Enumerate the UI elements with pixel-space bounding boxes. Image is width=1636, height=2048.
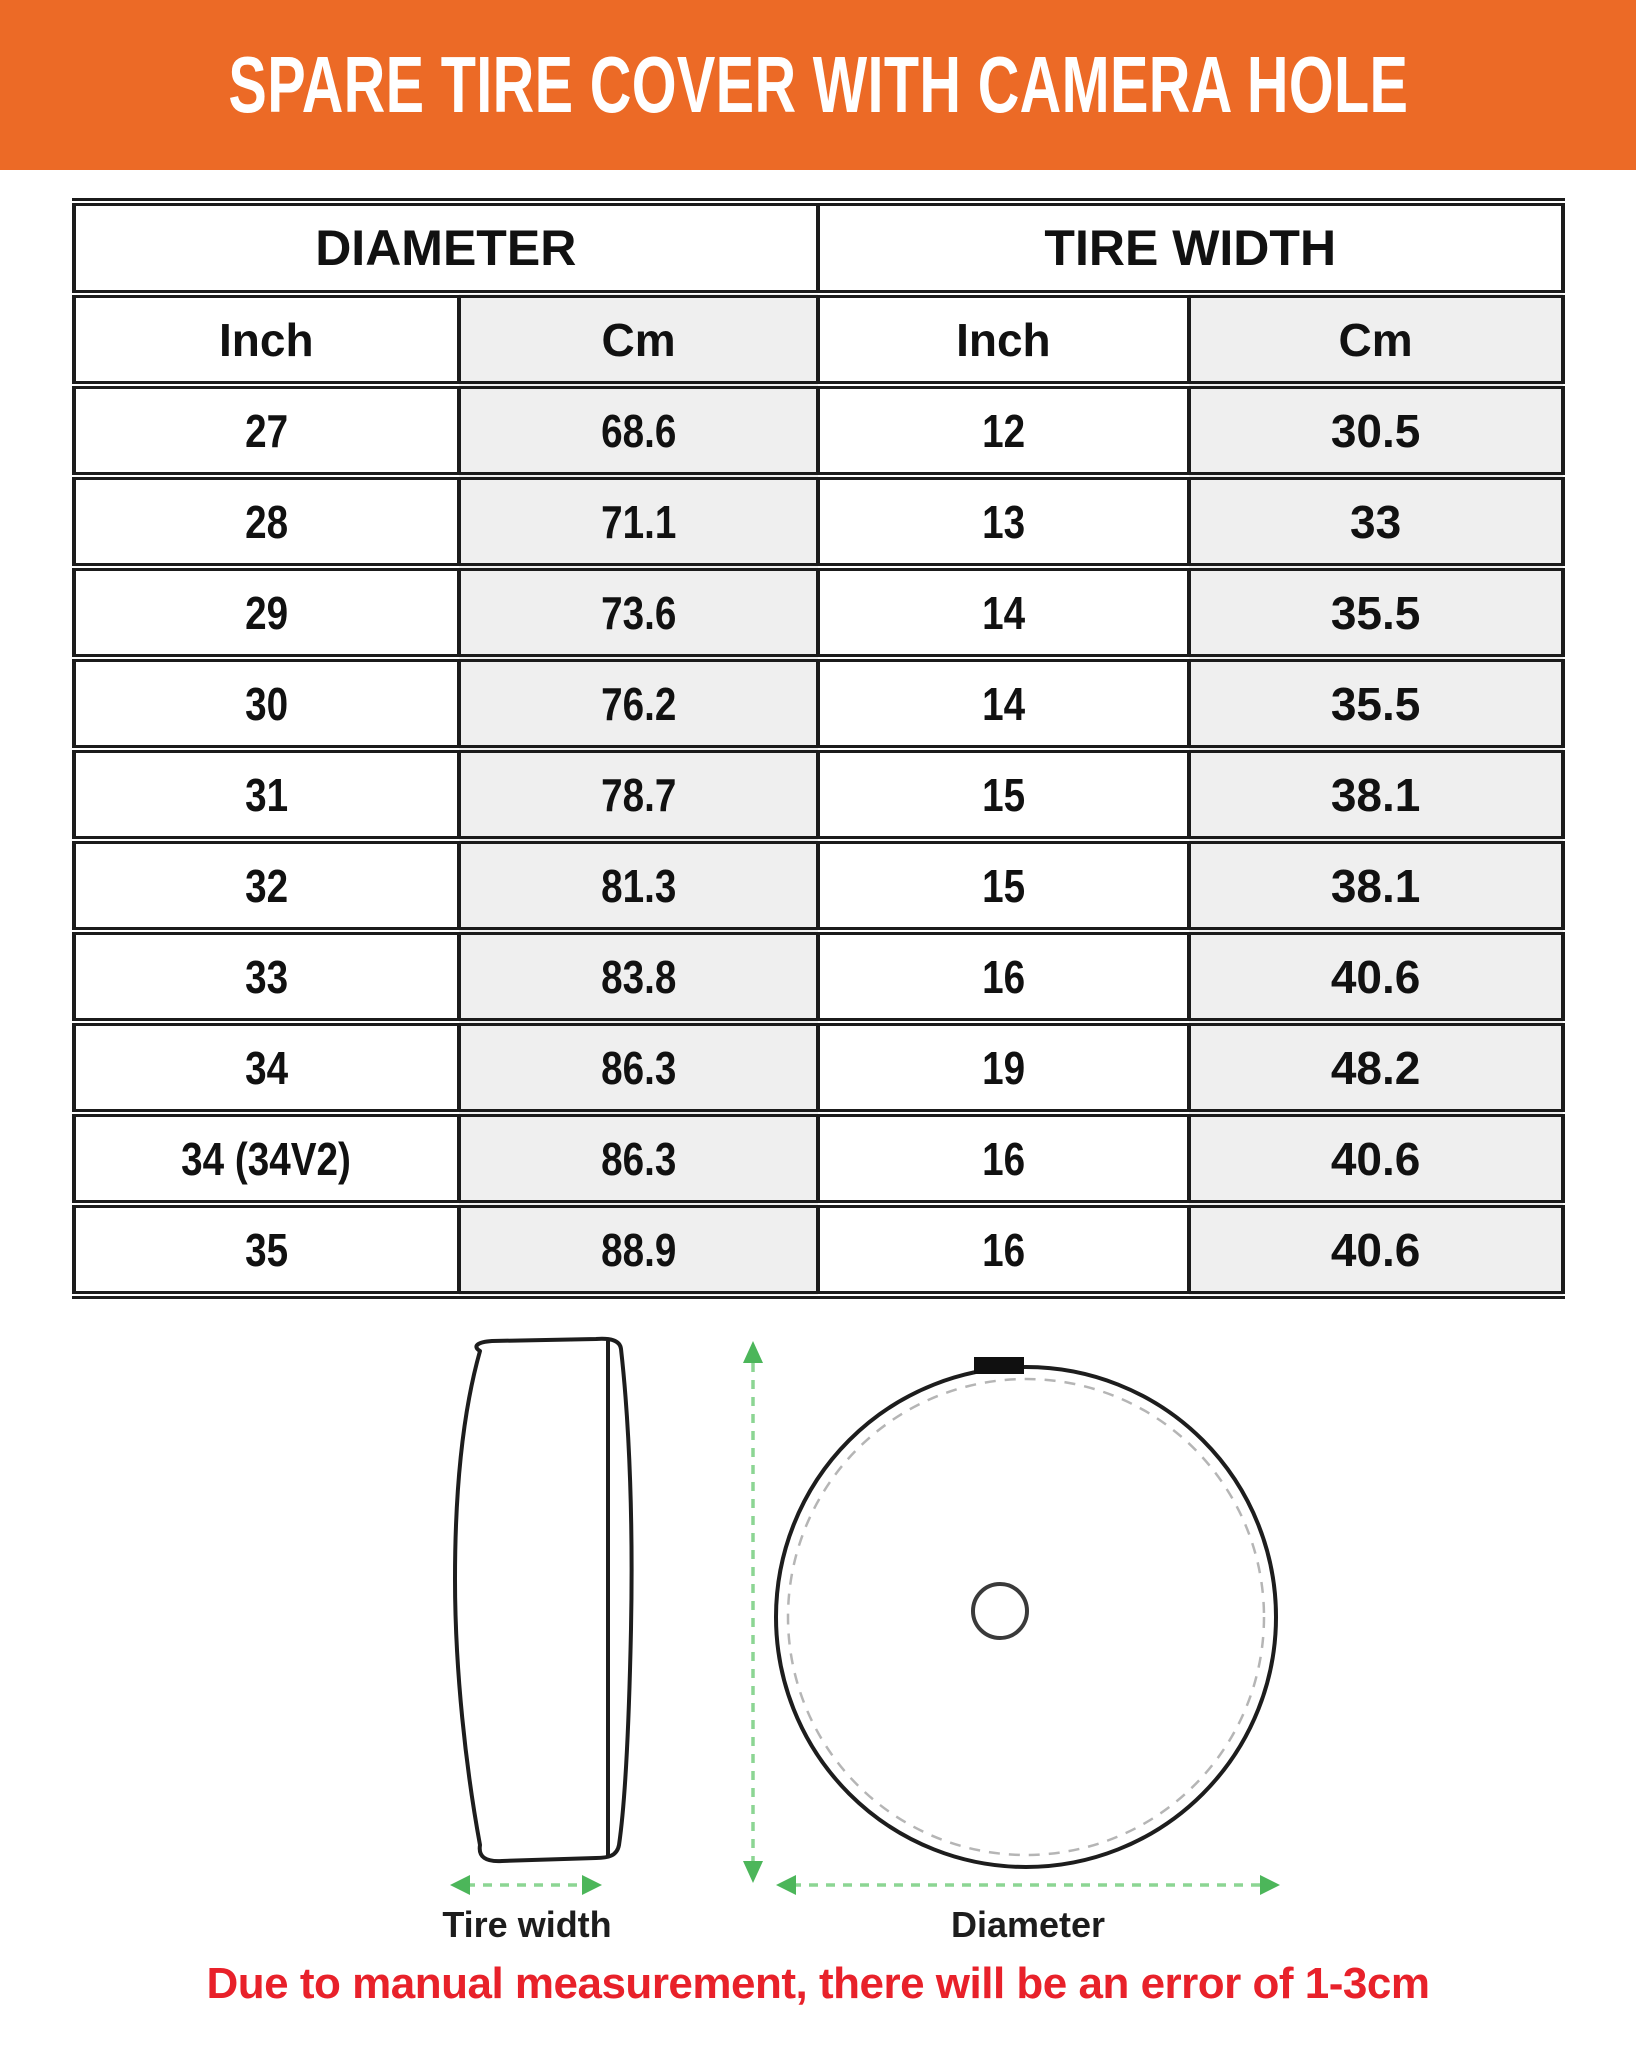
diagram-canvas bbox=[0, 1299, 1636, 1959]
table-cell: 27 bbox=[74, 385, 460, 476]
table-cell: 48.2 bbox=[1189, 1022, 1563, 1113]
table-cell: 33 bbox=[1189, 476, 1563, 567]
tire-width-inch-header: Inch bbox=[818, 294, 1189, 385]
table-cell: 76.2 bbox=[459, 658, 818, 749]
table-cell: 30.5 bbox=[1189, 385, 1563, 476]
measurement-disclaimer: Due to manual measurement, there will be an error of 1-3cm bbox=[206, 1959, 1430, 2008]
diameter-arrow-head-left bbox=[776, 1875, 796, 1895]
table-cell: 34 (34V2) bbox=[74, 1113, 460, 1204]
table-cell: 12 bbox=[818, 385, 1189, 476]
tire-width-cm-header: Cm bbox=[1189, 294, 1563, 385]
table-cell: 34 bbox=[74, 1022, 460, 1113]
table-cell: 86.3 bbox=[459, 1022, 818, 1113]
table-row bbox=[74, 1113, 1563, 1204]
table-cell: 31 bbox=[74, 749, 460, 840]
table-row bbox=[74, 931, 1563, 1022]
table-cell: 78.7 bbox=[459, 749, 818, 840]
tire-width-arrow-head-left bbox=[450, 1875, 470, 1895]
tire-width-group-header: TIRE WIDTH bbox=[818, 202, 1563, 294]
unit-header-row bbox=[74, 294, 1563, 385]
table-cell: 38.1 bbox=[1189, 840, 1563, 931]
table-cell: 13 bbox=[818, 476, 1189, 567]
table-row bbox=[74, 476, 1563, 567]
table-cell: 33 bbox=[74, 931, 460, 1022]
table-cell: 16 bbox=[818, 1113, 1189, 1204]
table-row bbox=[74, 1022, 1563, 1113]
table-cell: 14 bbox=[818, 658, 1189, 749]
table-cell: 32 bbox=[74, 840, 460, 931]
table-cell: 28 bbox=[74, 476, 460, 567]
table-cell: 16 bbox=[818, 931, 1189, 1022]
tire-width-label: Tire width bbox=[442, 1904, 612, 1945]
table-row bbox=[74, 840, 1563, 931]
size-table-body bbox=[74, 385, 1563, 1295]
table-row bbox=[74, 567, 1563, 658]
table-cell: 35 bbox=[74, 1204, 460, 1295]
table-cell: 35.5 bbox=[1189, 567, 1563, 658]
camera-hole bbox=[973, 1584, 1027, 1638]
table-cell: 40.6 bbox=[1189, 1204, 1563, 1295]
table-cell: 19 bbox=[818, 1022, 1189, 1113]
table-cell: 40.6 bbox=[1189, 1113, 1563, 1204]
table-cell: 86.3 bbox=[459, 1113, 818, 1204]
table-cell: 30 bbox=[74, 658, 460, 749]
table-cell: 15 bbox=[818, 840, 1189, 931]
table-cell: 14 bbox=[818, 567, 1189, 658]
vertical-diameter-arrow bbox=[743, 1341, 763, 1883]
table-cell: 16 bbox=[818, 1204, 1189, 1295]
vertical-arrow-head-top bbox=[743, 1341, 763, 1363]
table-cell: 29 bbox=[74, 567, 460, 658]
page-title: SPARE TIRE COVER WITH CAMERA HOLE bbox=[228, 40, 1408, 129]
table-cell: 88.9 bbox=[459, 1204, 818, 1295]
table-cell: 40.6 bbox=[1189, 931, 1563, 1022]
table-row bbox=[74, 1204, 1563, 1295]
tire-width-arrow bbox=[450, 1875, 602, 1895]
table-cell: 73.6 bbox=[459, 567, 818, 658]
table-row bbox=[74, 749, 1563, 840]
diameter-cm-header: Cm bbox=[459, 294, 818, 385]
measurement-diagram bbox=[0, 1299, 1636, 1959]
table-row bbox=[74, 658, 1563, 749]
tire-side-view bbox=[455, 1339, 632, 1861]
vertical-arrow-head-bottom bbox=[743, 1861, 763, 1883]
table-row bbox=[74, 385, 1563, 476]
strap-mark bbox=[974, 1357, 1024, 1374]
tire-width-arrow-head-right bbox=[582, 1875, 602, 1895]
table-cell: 81.3 bbox=[459, 840, 818, 931]
group-header-row bbox=[74, 202, 1563, 294]
diameter-arrow bbox=[776, 1875, 1280, 1895]
title-banner bbox=[0, 0, 1636, 170]
diameter-group-header: DIAMETER bbox=[74, 202, 818, 294]
table-cell: 35.5 bbox=[1189, 658, 1563, 749]
table-cell: 38.1 bbox=[1189, 749, 1563, 840]
table-cell: 68.6 bbox=[459, 385, 818, 476]
size-table bbox=[72, 198, 1565, 1299]
table-cell: 83.8 bbox=[459, 931, 818, 1022]
table-cell: 15 bbox=[818, 749, 1189, 840]
diameter-inch-header: Inch bbox=[74, 294, 460, 385]
diameter-label: Diameter bbox=[950, 1904, 1106, 1945]
table-cell: 71.1 bbox=[459, 476, 818, 567]
diameter-arrow-head-right bbox=[1260, 1875, 1280, 1895]
